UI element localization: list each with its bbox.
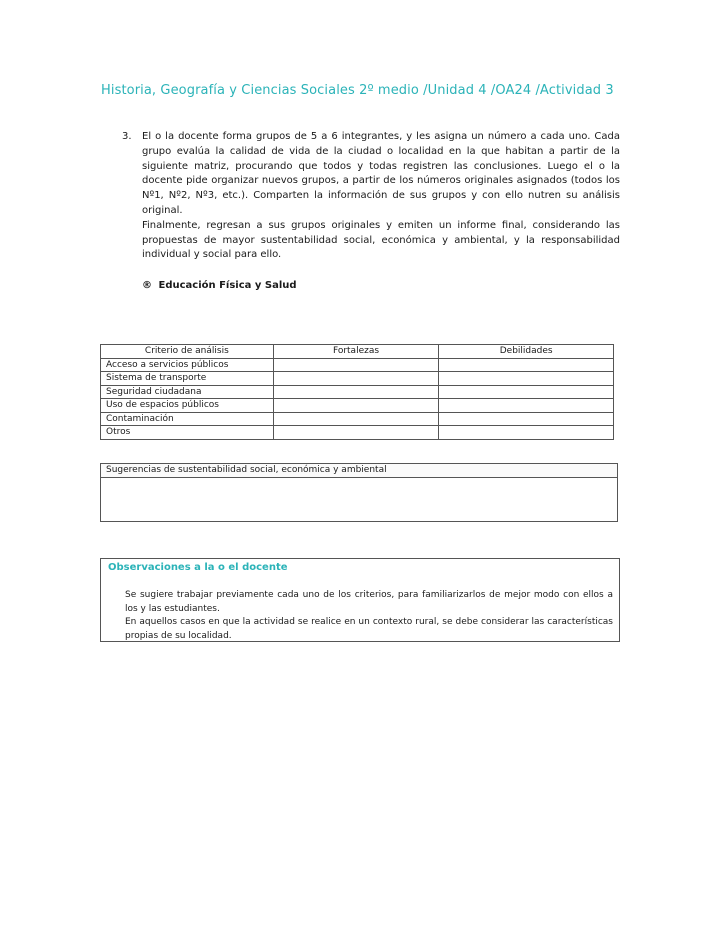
- matrix-header-row: [101, 345, 614, 359]
- criterion-cell: Sistema de transporte: [101, 372, 274, 386]
- activity-paragraph-2: Finalmente, regresan a sus grupos originales y emiten un informe final, considerando las propuestas de mayor sustentabilidad social, económica y ambiental, y la responsabilidad individual y social para ello.: [142, 219, 620, 261]
- matrix-header-debilidades: Debilidades: [439, 345, 614, 359]
- observations-paragraph-2: En aquellos casos en que la actividad se realice en un contexto rural, se debe considerar las características propias de su localidad.: [125, 617, 613, 641]
- debilidades-cell[interactable]: [439, 385, 614, 399]
- fortalezas-cell[interactable]: [273, 358, 439, 372]
- debilidades-cell[interactable]: [439, 399, 614, 413]
- fortalezas-cell[interactable]: [273, 372, 439, 386]
- table-row: [101, 385, 614, 399]
- debilidades-cell[interactable]: [439, 358, 614, 372]
- criterion-cell: Otros: [101, 426, 274, 440]
- activity-paragraph-1: El o la docente forma grupos de 5 a 6 integrantes, y les asigna un número a cada uno. Cada grupo evalúa la calidad de vida de la ciudad o localidad en la que habitan a partir de la siguiente matriz, procurando que todos y todas registren las conclusiones. Luego el o la docente pide organizar nuevos grupos, a partir de los números originales asignados (todos los Nº1, Nº2, Nº3, etc.). Comparten la información de sus grupos y con ello nutren su análisis original.: [142, 131, 620, 216]
- transversal-link: [142, 280, 297, 291]
- suggestions-answer-area[interactable]: [101, 478, 617, 522]
- evaluation-matrix: [100, 344, 614, 440]
- suggestions-box: [100, 463, 618, 522]
- table-row: [101, 399, 614, 413]
- criterion-cell: Uso de espacios públicos: [101, 399, 274, 413]
- activity-number: 3.: [122, 131, 132, 142]
- criterion-cell: Acceso a servicios públicos: [101, 358, 274, 372]
- fortalezas-cell[interactable]: [273, 426, 439, 440]
- table-row: [101, 412, 614, 426]
- table-row: [101, 372, 614, 386]
- observations-paragraph-1: Se sugiere trabajar previamente cada uno de los criterios, para familiarizarlos de mejor modo con ellos a los y las estudiantes.: [125, 590, 613, 614]
- activity-instructions: [142, 130, 620, 263]
- registered-symbol-icon: ®: [142, 280, 152, 291]
- fortalezas-cell[interactable]: [273, 412, 439, 426]
- observations-text: [125, 589, 613, 643]
- observations-title: Observaciones a la o el docente: [108, 562, 288, 573]
- debilidades-cell[interactable]: [439, 412, 614, 426]
- debilidades-cell[interactable]: [439, 426, 614, 440]
- transversal-label: Educación Física y Salud: [158, 280, 297, 291]
- teacher-observations-box: [100, 558, 620, 642]
- table-row: [101, 426, 614, 440]
- criterion-cell: Contaminación: [101, 412, 274, 426]
- matrix-header-fortalezas: Fortalezas: [273, 345, 439, 359]
- fortalezas-cell[interactable]: [273, 385, 439, 399]
- suggestions-title: Sugerencias de sustentabilidad social, económica y ambiental: [101, 464, 617, 478]
- criterion-cell: Seguridad ciudadana: [101, 385, 274, 399]
- table-row: [101, 358, 614, 372]
- matrix-header-criterio: Criterio de análisis: [101, 345, 274, 359]
- debilidades-cell[interactable]: [439, 372, 614, 386]
- fortalezas-cell[interactable]: [273, 399, 439, 413]
- page-header-title: Historia, Geografía y Ciencias Sociales 2º medio /Unidad 4 /OA24 /Actividad 3: [101, 83, 614, 98]
